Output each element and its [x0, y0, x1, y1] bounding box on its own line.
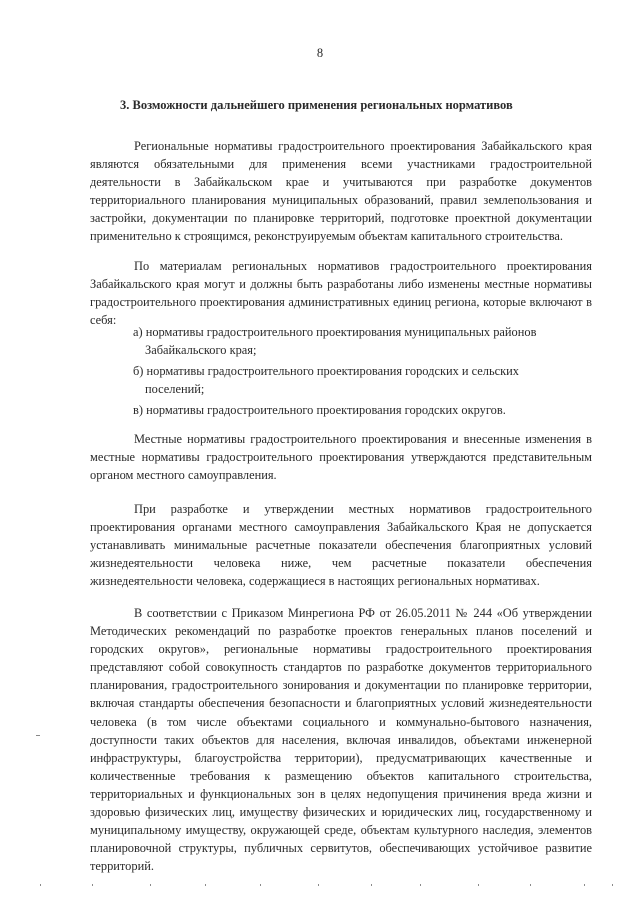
paragraph-text: Региональные нормативы градостроительного проектирования Забайкальского края являются обязательными для применения всеми участниками градостроительной деятельности в Забайкальском крае и учитываются при разработке документов территориального планирования муниципальных образований, правил землепользования и застройки, документации по планировке территорий, подготовке проектной документации применительно к строящимся, реконструируемым объектам капитального строительства. [90, 139, 592, 244]
scan-margin-mark [36, 735, 40, 736]
paragraph-text: Местные нормативы градостроительного проектирования и внесенные изменения в местные нормативы градостроительного проектирования утверждаются представительным органом местного самоуправления. [90, 432, 592, 483]
paragraph-text: В соответствии с Приказом Минрегиона РФ от 26.05.2011 № 244 «Об утверждении Методических рекомендаций по разработке проектов генеральных планов поселений и городских округов», региональные нормативы градостроительного проектирования представляют собой совокупность стандартов по разработке документов территориального планирования, градостроительного зонирования и документации по планировке территории, включая стандарты обеспечения безопасности и благоприятных условий жизнедеятельности человека (в том числе объектами социального и коммунально-бытового назначения, доступности таких объектов для населения, включая инвалидов, объектами инженерной инфраструктуры, благоустройства территории), предусматривающих качественные и количественные требования к размещению объектов капитального строительства, территориальных и функциональных зон в целях недопущения причинения вреда жизни и здоровью физических лиц, имуществу физических и юридических лиц, государственному и муниципальному имуществу, окружающей среде, объектам культурного наследия, элементов планировочной структуры, публичных сервитутов, обеспечивающих устойчивое развитие территорий. [90, 606, 592, 874]
list-item: б) нормативы градостроительного проектирования городских и сельских поселений; [133, 363, 519, 396]
list-item: а) нормативы градостроительного проектирования муниципальных районов Забайкальского края; [133, 325, 537, 358]
paragraph-obligatory-use [90, 137, 592, 246]
paragraph-text: При разработке и утверждении местных нормативов градостроительного проектирования органами местного самоуправления Забайкальского Края не допускается устанавливать минимальные расчетные показатели обеспечения благоприятных условий жизнедеятельности человека ниже, чем расчетные показатели обеспечения жизнедеятельности человека, содержащиеся в настоящих региональных нормативах. [90, 502, 592, 589]
section-heading: 3. Возможности дальнейшего применения региональных нормативов [120, 98, 513, 112]
paragraph-restrictions [90, 500, 592, 590]
list-item: в) нормативы градостроительного проектирования городских округов. [133, 402, 506, 417]
paragraph-local-norms [90, 257, 592, 329]
norms-list [133, 323, 573, 421]
page-number: 8 [316, 46, 324, 60]
paragraph-text: По материалам региональных нормативов градостроительного проектирования Забайкальского края могут и должны быть разработаны либо изменены местные нормативы градостроительного проектирования административных единиц региона, которые включают в себя: [90, 259, 592, 328]
paragraph-approval [90, 430, 592, 484]
scan-noise-strip [0, 884, 640, 894]
paragraph-ministry-order [90, 604, 592, 875]
